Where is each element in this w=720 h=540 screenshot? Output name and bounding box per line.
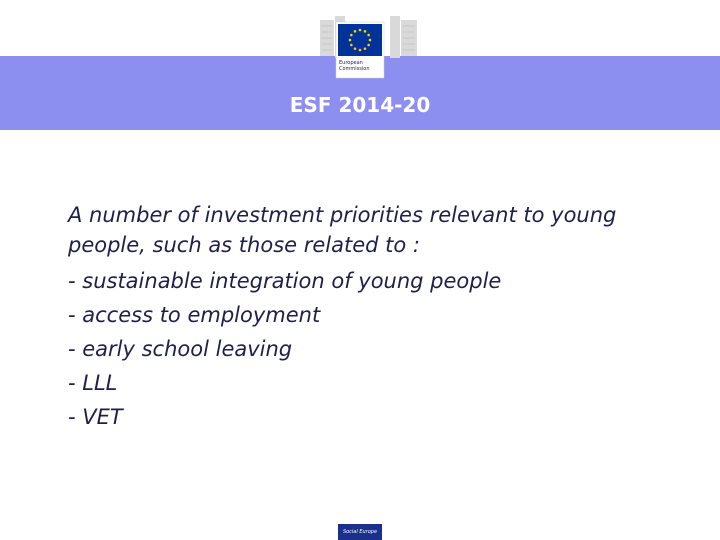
- eu-star-icon: [364, 47, 367, 50]
- european-commission-logo: [318, 8, 420, 80]
- intro-text: A number of investment priorities relevant to young people, such as those related to :: [68, 203, 617, 257]
- eu-star-icon: [350, 34, 353, 37]
- social-europe-logo: Social Europe: [338, 524, 382, 540]
- eu-star-icon: [359, 29, 362, 32]
- eu-flag-icon: [338, 24, 382, 56]
- eu-star-icon: [364, 30, 367, 33]
- logo-text-line2: Commission: [339, 66, 370, 72]
- list-item: - early school leaving: [68, 337, 293, 361]
- eu-star-icon: [369, 39, 372, 42]
- list-item: - access to employment: [68, 303, 321, 327]
- eu-star-icon: [367, 44, 370, 47]
- list-item: - LLL: [68, 371, 118, 395]
- eu-star-icon: [359, 49, 362, 52]
- slide-body: [68, 200, 688, 434]
- eu-star-icon: [349, 39, 352, 42]
- eu-star-icon: [350, 44, 353, 47]
- slide-title: ESF 2014-20: [289, 93, 431, 117]
- list-item: - sustainable integration of young people: [68, 269, 502, 293]
- eu-star-icon: [354, 47, 357, 50]
- list-item: - VET: [68, 405, 123, 429]
- eu-star-icon: [354, 30, 357, 33]
- eu-star-icon: [367, 34, 370, 37]
- logo-text-line1: European: [339, 60, 363, 66]
